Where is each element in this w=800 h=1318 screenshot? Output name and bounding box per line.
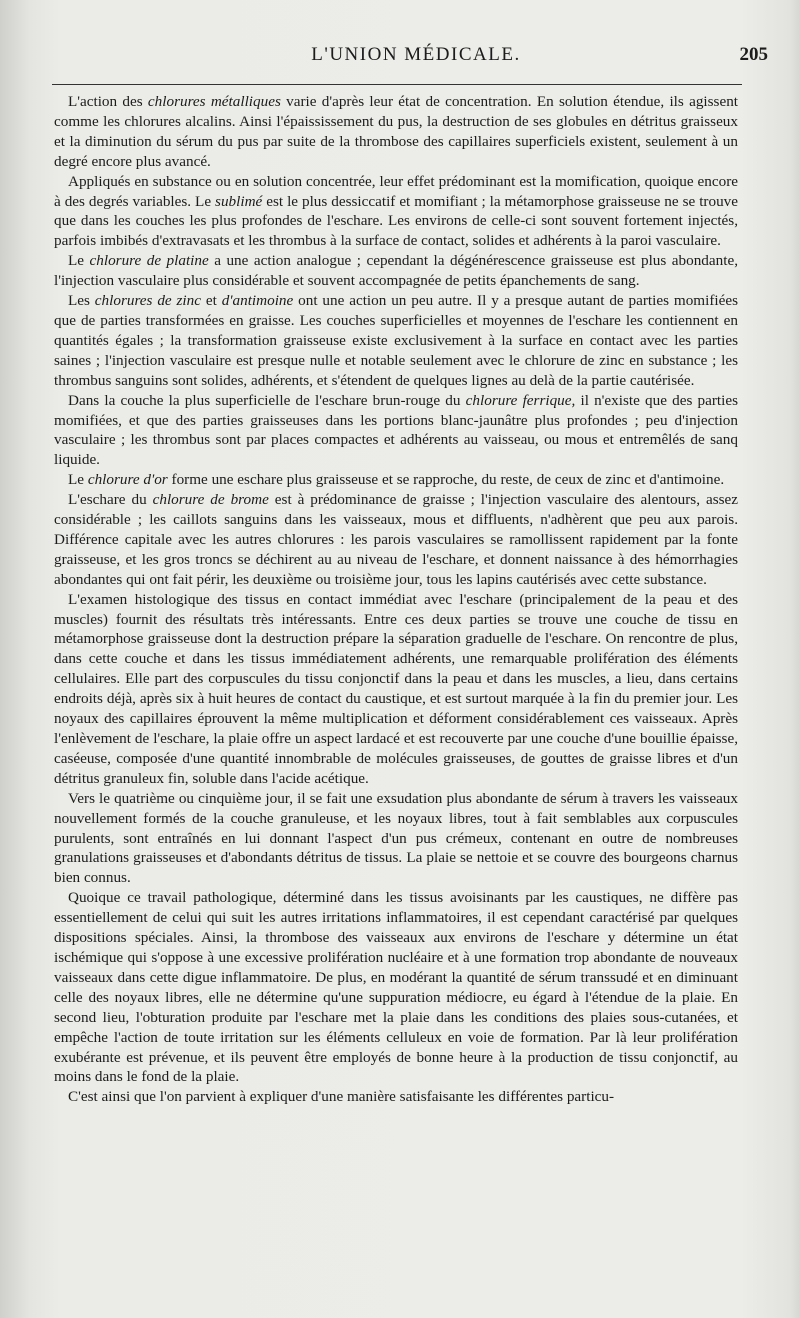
- header-rule: [52, 84, 742, 85]
- paragraph: Dans la couche la plus superficielle de l'eschare brun-rouge du chlorure ferrique, il n'existe que des parties momifiées, et que des parties graisseuses dans les portions blanc-jaunâtre plus profondes ; peu d'injection vasculaire ; les thrombus sont par places compactes et adhérents au vaisseau, ou mous et entremêlés de sanq liquide.: [54, 391, 738, 469]
- running-title: L'UNION MÉDICALE.: [311, 44, 521, 65]
- paragraph: Appliqués en substance ou en solution concentrée, leur effet prédominant est la momification, quoique encore à des degrés variables. Le sublimé est le plus dessiccatif et momifiant ; la métamorphose graisseuse ne se trouve que dans les couches les plus profondes de l'eschare. Les environs de celle-ci sont souvent fortement injectés, parfois imbibés d'extravasats et les thrombus à la surface de contact, solides et adhérents à la paroi vasculaire.: [54, 172, 738, 250]
- paragraph: Vers le quatrième ou cinquième jour, il se fait une exsudation plus abondante de sérum à travers les vaisseaux nouvellement formés de la couche granuleuse, et les noyaux libres, tout à fait semblables aux corpuscules purulents, sont entraînés en lui donnant l'aspect d'un pus crémeux, contenant en outre de nombreuses granulations graisseuses et d'abondants détritus de tissus. La plaie se nettoie et se couvre des bourgeons charnus bien connus.: [54, 789, 738, 887]
- paragraph: L'action des chlorures métalliques varie d'après leur état de concentration. En solution étendue, ils agissent comme les chlorures alcalins. Ainsi l'épaississement du pus, la destruction de ses globules en détritus graisseux et la diminution du sérum du pus par suite de la thrombose des capillaires superficiels existent, seulement à un degré encore plus avancé.: [54, 93, 739, 170]
- paragraph: Le chlorure d'or forme une eschare plus graisseuse et se rapproche, du reste, de ceux de zinc et d'antimoine.: [68, 471, 725, 489]
- paragraph: L'eschare du chlorure de brome est à prédominance de graisse ; l'injection vasculaire des alentours, assez considérable ; les caillots sanguins dans les vaisseaux, mous et diffluents, n'adhèrent que peu aux parois. Différence capitale avec les autres chlorures : les parois vasculaires se ramollissent rapidement par la fonte graisseuse, et les gros troncs se déchirent au au niveau de l'eschare, et donnent naissance à des hémorrhagies abondantes qui ont fait périr, les deuxième ou troisième jour, tous les lapins cautérisés avec cette substance.: [54, 491, 738, 588]
- paragraph: Le chlorure de platine a une action analogue ; cependant la dégénérescence graisseuse est plus abondante, l'injection vasculaire plus considérable et souvent accompagnée de petits épanchements de sang.: [54, 252, 738, 290]
- page-number: 205: [739, 44, 768, 65]
- paragraph: Quoique ce travail pathologique, déterminé dans les tissus avoisinants par les caustiques, ne diffère pas essentiellement de celui qui suit les autres irritations inflammatoires, il est cependant caractérisé par quelques dispositions spéciales. Ainsi, la thrombose des vaisseaux aux environs de l'eschare y détermine un état ischémique qui s'oppose à une excessive prolifération nucléaire et à une formation trop abondante de nouveaux vaisseaux dans cette digue inflammatoire. De plus, en modérant la quantité de sérum transsudé et en diminuant celle des noyaux libres, elle ne détermine qu'une suppuration médiocre, eu égard à l'étendue de la plaie. En second lieu, l'obturation produite par l'eschare met la plaie dans les conditions des plaies sous-cutanées, et empêche l'action de toute irritation sur les éléments celluleux en voie de formation. Par là leur prolifération exubérante est prévenue, et ils peuvent être employés de bonne heure à la production de tissu conjonctif, au moins dans le fond de la plaie.: [54, 889, 738, 1086]
- paragraph: L'examen histologique des tissus en contact immédiat avec l'eschare (principalement de la peau et des muscles) fournit des résultats très intéressants. Entre ces deux parties se trouve une couche de tissu en métamorphose graisseuse dont la destruction prépare la séparation graduelle de l'eschare. On rencontre de plus, dans cette couche et dans les tissus immédiatement adhérents, une remarquable prolifération des éléments cellulaires. Elle part des corpuscules du tissu conjonctif dans la peau et dans les muscles, a lieu, dans certains endroits déjà, après six à huit heures de contact du caustique, et est surtout marquée à la fin du premier jour. Les noyaux des capillaires éprouvent la même multiplication et déforment considérablement ces vaisseaux. Après l'enlèvement de l'eschare, la plaie offre un aspect lardacé et est recouverte par une couche d'une bouillie épaisse, caséeuse, composée d'une quantité innombrable de molécules graisseuses, de gouttes de graisse libres et d'un détritus granuleux fin, soluble dans l'acide acétique.: [54, 590, 738, 787]
- body-text: [54, 92, 738, 1107]
- paragraph: Les chlorures de zinc et d'antimoine ont une action un peu autre. Il y a presque autant de parties momifiées que de parties transformées en graisse. Les couches superficielles et moyennes de l'eschare les contiennent en quantités égales ; la transformation graisseuse existe exclusivement à la surface en contact avec les parties saines ; l'injection vasculaire est presque nulle et notable seulement avec le chlorure de zinc en substance ; les thrombus sanguins sont solides, adhérents, et s'étendent de quelques lignes au delà de la partie cautérisée.: [54, 292, 738, 389]
- paragraph: C'est ainsi que l'on parvient à expliquer d'une manière satisfaisante les différentes particu-: [68, 1088, 615, 1106]
- page-header: [56, 44, 776, 70]
